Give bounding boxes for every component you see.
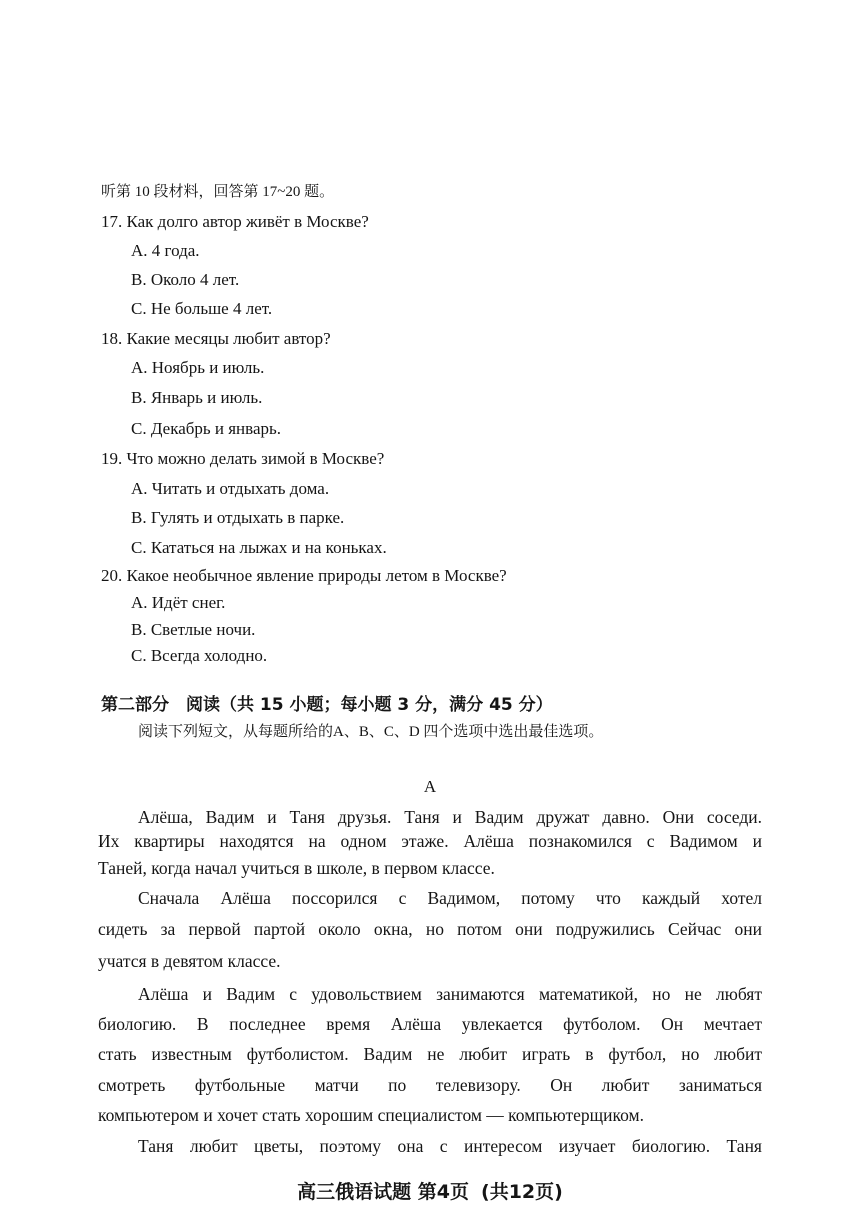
question-18-option-b: B. Январь и июль. — [131, 388, 263, 407]
footer-title: 高三俄语试题 第4页 — [297, 1181, 470, 1203]
passage-line: Алёша, Вадим и Таня друзья. Таня и Вадим дружат давно. Они соседи. — [138, 807, 762, 827]
question-19-option-a: A. Читать и отдыхать дома. — [131, 479, 330, 498]
question-17-option-b: B. Около 4 лет. — [131, 270, 240, 289]
question-20-option-a: A. Идёт снег. — [131, 593, 226, 612]
question-17-option-c: C. Не больше 4 лет. — [131, 299, 273, 318]
question-19: 19. Что можно делать зимой в Москве? — [101, 449, 385, 468]
question-17-option-a: A. 4 года. — [131, 241, 200, 260]
question-20-option-c: C. Всегда холодно. — [131, 646, 268, 665]
passage-line: стать известным футболистом. Вадим не любит играть в футбол, но любит — [98, 1044, 762, 1064]
passage-line: Их квартиры находятся на одном этаже. Алёша познакомился с Вадимом и — [98, 831, 762, 851]
page-footer — [0, 1181, 860, 1203]
question-18-option-a: A. Ноябрь и июль. — [131, 358, 265, 377]
question-20: 20. Какое необычное явление природы летом в Москве? — [101, 566, 507, 585]
passage-line: учатся в девятом классе. — [98, 951, 281, 971]
question-17: 17. Как долго автор живёт в Москве? — [101, 212, 369, 231]
question-18-option-c: C. Декабрь и январь. — [131, 419, 282, 438]
passage-line: компьютером и хочет стать хорошим специалистом — компьютерщиком. — [98, 1105, 644, 1125]
listening-instruction: 听第 10 段材料，回答第 17~20 题。 — [101, 184, 335, 200]
question-19-option-b: B. Гулять и отдыхать в парке. — [131, 508, 345, 527]
footer-page-count: (共12页) — [481, 1181, 563, 1203]
question-19-option-c: C. Кататься на лыжах и на коньках. — [131, 538, 387, 557]
question-20-option-b: B. Светлые ночи. — [131, 620, 256, 639]
section-title: 第二部分 阅读（共 15 小题；每小题 3 分，满分 45 分） — [101, 695, 553, 715]
passage-line: биологию. В последнее время Алёша увлекается футболом. Он мечтает — [98, 1014, 762, 1034]
passage-line: сидеть за первой партой около окна, но потом они подружились Сейчас они — [98, 919, 762, 939]
passage-line: Таня любит цветы, поэтому она с интересом изучает биологию. Таня — [138, 1136, 762, 1156]
passage-line: Алёша и Вадим с удовольствием занимаются математикой, но не любят — [138, 984, 762, 1004]
passage-line: Таней, когда начал учиться в школе, в первом классе. — [98, 858, 495, 878]
question-18: 18. Какие месяцы любит автор? — [101, 329, 331, 348]
section-note: 阅读下列短文，从每题所给的A、B、C、D 四个选项中选出最佳选项。 — [138, 724, 604, 740]
passage-title: A — [423, 777, 437, 796]
passage-line: Сначала Алёша поссорился с Вадимом, потому что каждый хотел — [138, 888, 762, 908]
passage-line: смотреть футбольные матчи по телевизору. Он любит заниматься — [98, 1075, 762, 1095]
